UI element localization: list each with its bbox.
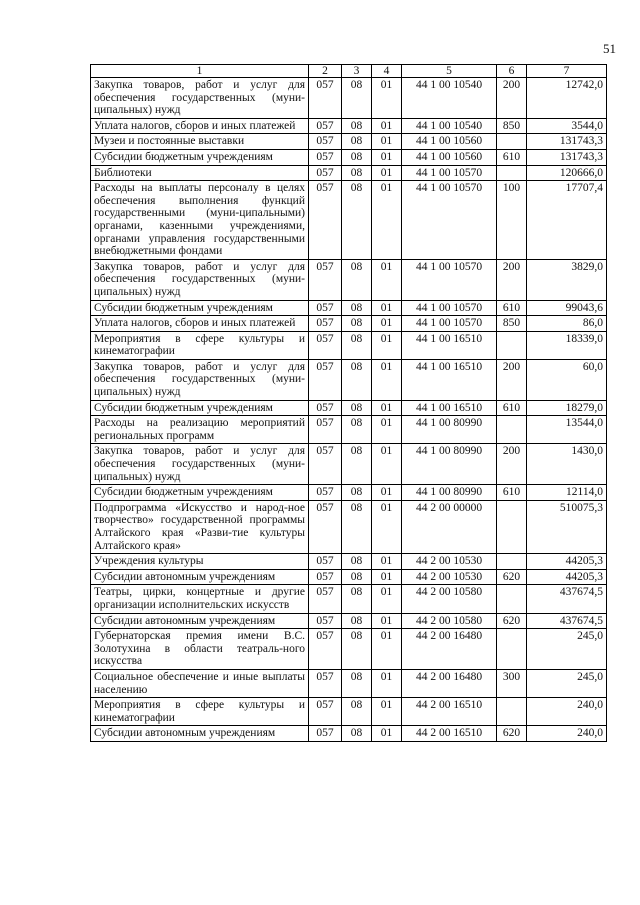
row-name-cell: Закупка товаров, работ и услуг для обеспечения государственных (муни-ципальных) нужд (91, 444, 309, 485)
target-article-cell: 44 2 00 16480 (402, 669, 497, 697)
expense-type-cell (497, 165, 527, 181)
amount-cell: 240,0 (527, 698, 607, 726)
expense-type-cell: 620 (497, 569, 527, 585)
row-name-cell: Библиотеки (91, 165, 309, 181)
expense-type-cell: 610 (497, 485, 527, 501)
header-cell-col5: 5 (402, 65, 497, 78)
amount-cell: 12114,0 (527, 485, 607, 501)
amount-cell: 44205,3 (527, 554, 607, 570)
section-code-cell: 08 (342, 669, 372, 697)
ministry-code-cell: 057 (309, 485, 342, 501)
ministry-code-cell: 057 (309, 613, 342, 629)
subsection-code-cell: 01 (372, 500, 402, 553)
ministry-code-cell: 057 (309, 331, 342, 359)
subsection-code-cell: 01 (372, 400, 402, 416)
row-name-cell: Подпрограмма «Искусство и народ-ное творчество» государственной программы Алтайского края «Разви-тие культуры Алтайского края» (91, 500, 309, 553)
table-row (91, 300, 607, 316)
expense-type-cell (497, 331, 527, 359)
expense-type-cell (497, 134, 527, 150)
table-row (91, 629, 607, 670)
amount-cell: 86,0 (527, 316, 607, 332)
target-article-cell: 44 1 00 10540 (402, 118, 497, 134)
target-article-cell: 44 1 00 80990 (402, 444, 497, 485)
target-article-cell: 44 2 00 10530 (402, 554, 497, 570)
row-name-cell: Социальное обеспечение и иные выплаты населению (91, 669, 309, 697)
section-code-cell: 08 (342, 149, 372, 165)
ministry-code-cell: 057 (309, 300, 342, 316)
expense-type-cell: 200 (497, 259, 527, 300)
table-row (91, 669, 607, 697)
subsection-code-cell: 01 (372, 149, 402, 165)
subsection-code-cell: 01 (372, 134, 402, 150)
amount-cell: 3544,0 (527, 118, 607, 134)
row-name-cell: Закупка товаров, работ и услуг для обеспечения государственных (муни-ципальных) нужд (91, 259, 309, 300)
subsection-code-cell: 01 (372, 726, 402, 742)
target-article-cell: 44 1 00 16510 (402, 400, 497, 416)
budget-table (90, 64, 607, 742)
ministry-code-cell: 057 (309, 134, 342, 150)
target-article-cell: 44 2 00 10580 (402, 585, 497, 613)
expense-type-cell: 100 (497, 181, 527, 260)
section-code-cell: 08 (342, 78, 372, 119)
subsection-code-cell: 01 (372, 300, 402, 316)
amount-cell: 437674,5 (527, 613, 607, 629)
table-row (91, 554, 607, 570)
ministry-code-cell: 057 (309, 165, 342, 181)
expense-type-cell: 850 (497, 316, 527, 332)
row-name-cell: Закупка товаров, работ и услуг для обеспечения государственных (муни-ципальных) нужд (91, 359, 309, 400)
ministry-code-cell: 057 (309, 359, 342, 400)
row-name-cell: Субсидии автономным учреждениям (91, 613, 309, 629)
expense-type-cell: 620 (497, 613, 527, 629)
row-name-cell: Субсидии бюджетным учреждениям (91, 300, 309, 316)
amount-cell: 60,0 (527, 359, 607, 400)
row-name-cell: Губернаторская премия имени В.С. Золотухина в области театраль-ного искусства (91, 629, 309, 670)
ministry-code-cell: 057 (309, 669, 342, 697)
table-row (91, 485, 607, 501)
table-row (91, 181, 607, 260)
amount-cell: 245,0 (527, 669, 607, 697)
row-name-cell: Субсидии бюджетным учреждениям (91, 400, 309, 416)
table-row (91, 331, 607, 359)
table-row (91, 134, 607, 150)
expense-type-cell (497, 554, 527, 570)
ministry-code-cell: 057 (309, 78, 342, 119)
table-row (91, 359, 607, 400)
table-row (91, 259, 607, 300)
table-row (91, 569, 607, 585)
amount-cell: 13544,0 (527, 416, 607, 444)
ministry-code-cell: 057 (309, 259, 342, 300)
table-row (91, 316, 607, 332)
table-row (91, 726, 607, 742)
target-article-cell: 44 1 00 10540 (402, 78, 497, 119)
amount-cell: 99043,6 (527, 300, 607, 316)
section-code-cell: 08 (342, 259, 372, 300)
header-cell-col2: 2 (309, 65, 342, 78)
amount-cell: 245,0 (527, 629, 607, 670)
row-name-cell: Расходы на выплаты персоналу в целях обеспечения выполнения функций государственными (муни-ципальными) органами, казенными учреждениями, органами управления государственными внебюджетными фондами (91, 181, 309, 260)
subsection-code-cell: 01 (372, 698, 402, 726)
table-body (91, 78, 607, 742)
amount-cell: 17707,4 (527, 181, 607, 260)
table-row (91, 613, 607, 629)
subsection-code-cell: 01 (372, 629, 402, 670)
expense-type-cell (497, 698, 527, 726)
subsection-code-cell: 01 (372, 554, 402, 570)
row-name-cell: Мероприятия в сфере культуры и кинематографии (91, 331, 309, 359)
section-code-cell: 08 (342, 500, 372, 553)
row-name-cell: Расходы на реализацию мероприятий региональных программ (91, 416, 309, 444)
page-number: 51 (603, 41, 616, 56)
target-article-cell: 44 1 00 10560 (402, 149, 497, 165)
ministry-code-cell: 057 (309, 500, 342, 553)
table-header (91, 65, 607, 78)
ministry-code-cell: 057 (309, 149, 342, 165)
subsection-code-cell: 01 (372, 181, 402, 260)
subsection-code-cell: 01 (372, 585, 402, 613)
section-code-cell: 08 (342, 726, 372, 742)
ministry-code-cell: 057 (309, 444, 342, 485)
target-article-cell: 44 1 00 10570 (402, 316, 497, 332)
row-name-cell: Уплата налогов, сборов и иных платежей (91, 316, 309, 332)
target-article-cell: 44 1 00 80990 (402, 416, 497, 444)
expense-type-cell: 200 (497, 78, 527, 119)
subsection-code-cell: 01 (372, 669, 402, 697)
ministry-code-cell: 057 (309, 416, 342, 444)
target-article-cell: 44 1 00 10570 (402, 181, 497, 260)
section-code-cell: 08 (342, 629, 372, 670)
expense-type-cell: 610 (497, 300, 527, 316)
header-cell-col7: 7 (527, 65, 607, 78)
table-row (91, 585, 607, 613)
expense-type-cell (497, 629, 527, 670)
amount-cell: 120666,0 (527, 165, 607, 181)
section-code-cell: 08 (342, 400, 372, 416)
table-row (91, 416, 607, 444)
section-code-cell: 08 (342, 613, 372, 629)
section-code-cell: 08 (342, 554, 372, 570)
subsection-code-cell: 01 (372, 416, 402, 444)
section-code-cell: 08 (342, 300, 372, 316)
table-row (91, 400, 607, 416)
section-code-cell: 08 (342, 444, 372, 485)
ministry-code-cell: 057 (309, 585, 342, 613)
subsection-code-cell: 01 (372, 485, 402, 501)
ministry-code-cell: 057 (309, 569, 342, 585)
amount-cell: 18279,0 (527, 400, 607, 416)
target-article-cell: 44 1 00 10570 (402, 165, 497, 181)
ministry-code-cell: 057 (309, 726, 342, 742)
section-code-cell: 08 (342, 331, 372, 359)
section-code-cell: 08 (342, 585, 372, 613)
section-code-cell: 08 (342, 118, 372, 134)
table-row (91, 698, 607, 726)
subsection-code-cell: 01 (372, 259, 402, 300)
header-cell-col1: 1 (91, 65, 309, 78)
expense-type-cell: 620 (497, 726, 527, 742)
subsection-code-cell: 01 (372, 118, 402, 134)
row-name-cell: Театры, цирки, концертные и другие организации исполнительских искусств (91, 585, 309, 613)
subsection-code-cell: 01 (372, 165, 402, 181)
ministry-code-cell: 057 (309, 118, 342, 134)
section-code-cell: 08 (342, 134, 372, 150)
target-article-cell: 44 1 00 16510 (402, 331, 497, 359)
subsection-code-cell: 01 (372, 569, 402, 585)
table-row (91, 149, 607, 165)
section-code-cell: 08 (342, 416, 372, 444)
amount-cell: 12742,0 (527, 78, 607, 119)
target-article-cell: 44 2 00 16510 (402, 726, 497, 742)
expense-type-cell: 300 (497, 669, 527, 697)
target-article-cell: 44 2 00 16480 (402, 629, 497, 670)
section-code-cell: 08 (342, 359, 372, 400)
subsection-code-cell: 01 (372, 331, 402, 359)
header-cell-col3: 3 (342, 65, 372, 78)
row-name-cell: Уплата налогов, сборов и иных платежей (91, 118, 309, 134)
section-code-cell: 08 (342, 485, 372, 501)
expense-type-cell (497, 416, 527, 444)
amount-cell: 18339,0 (527, 331, 607, 359)
row-name-cell: Субсидии бюджетным учреждениям (91, 485, 309, 501)
table-row (91, 78, 607, 119)
header-cell-col4: 4 (372, 65, 402, 78)
table-row (91, 118, 607, 134)
header-cell-col6: 6 (497, 65, 527, 78)
subsection-code-cell: 01 (372, 78, 402, 119)
table-row (91, 165, 607, 181)
target-article-cell: 44 2 00 10530 (402, 569, 497, 585)
expense-type-cell: 610 (497, 149, 527, 165)
row-name-cell: Закупка товаров, работ и услуг для обеспечения государственных (муни-ципальных) нужд (91, 78, 309, 119)
target-article-cell: 44 1 00 10570 (402, 259, 497, 300)
table-row (91, 444, 607, 485)
expense-type-cell: 610 (497, 400, 527, 416)
header-row (91, 65, 607, 78)
section-code-cell: 08 (342, 316, 372, 332)
target-article-cell: 44 2 00 00000 (402, 500, 497, 553)
table-row (91, 500, 607, 553)
target-article-cell: 44 1 00 10570 (402, 300, 497, 316)
ministry-code-cell: 057 (309, 629, 342, 670)
target-article-cell: 44 1 00 10560 (402, 134, 497, 150)
section-code-cell: 08 (342, 165, 372, 181)
subsection-code-cell: 01 (372, 444, 402, 485)
expense-type-cell: 200 (497, 444, 527, 485)
ministry-code-cell: 057 (309, 316, 342, 332)
section-code-cell: 08 (342, 569, 372, 585)
expense-type-cell (497, 500, 527, 553)
amount-cell: 131743,3 (527, 134, 607, 150)
target-article-cell: 44 1 00 80990 (402, 485, 497, 501)
row-name-cell: Мероприятия в сфере культуры и кинематографии (91, 698, 309, 726)
target-article-cell: 44 2 00 10580 (402, 613, 497, 629)
row-name-cell: Музеи и постоянные выставки (91, 134, 309, 150)
subsection-code-cell: 01 (372, 359, 402, 400)
target-article-cell: 44 2 00 16510 (402, 698, 497, 726)
section-code-cell: 08 (342, 181, 372, 260)
row-name-cell: Учреждения культуры (91, 554, 309, 570)
amount-cell: 3829,0 (527, 259, 607, 300)
ministry-code-cell: 057 (309, 400, 342, 416)
amount-cell: 131743,3 (527, 149, 607, 165)
ministry-code-cell: 057 (309, 698, 342, 726)
expense-type-cell (497, 585, 527, 613)
amount-cell: 240,0 (527, 726, 607, 742)
subsection-code-cell: 01 (372, 316, 402, 332)
expense-type-cell: 850 (497, 118, 527, 134)
row-name-cell: Субсидии автономным учреждениям (91, 569, 309, 585)
amount-cell: 1430,0 (527, 444, 607, 485)
ministry-code-cell: 057 (309, 554, 342, 570)
row-name-cell: Субсидии автономным учреждениям (91, 726, 309, 742)
subsection-code-cell: 01 (372, 613, 402, 629)
row-name-cell: Субсидии бюджетным учреждениям (91, 149, 309, 165)
target-article-cell: 44 1 00 16510 (402, 359, 497, 400)
expense-type-cell: 200 (497, 359, 527, 400)
ministry-code-cell: 057 (309, 181, 342, 260)
amount-cell: 44205,3 (527, 569, 607, 585)
amount-cell: 437674,5 (527, 585, 607, 613)
section-code-cell: 08 (342, 698, 372, 726)
amount-cell: 510075,3 (527, 500, 607, 553)
